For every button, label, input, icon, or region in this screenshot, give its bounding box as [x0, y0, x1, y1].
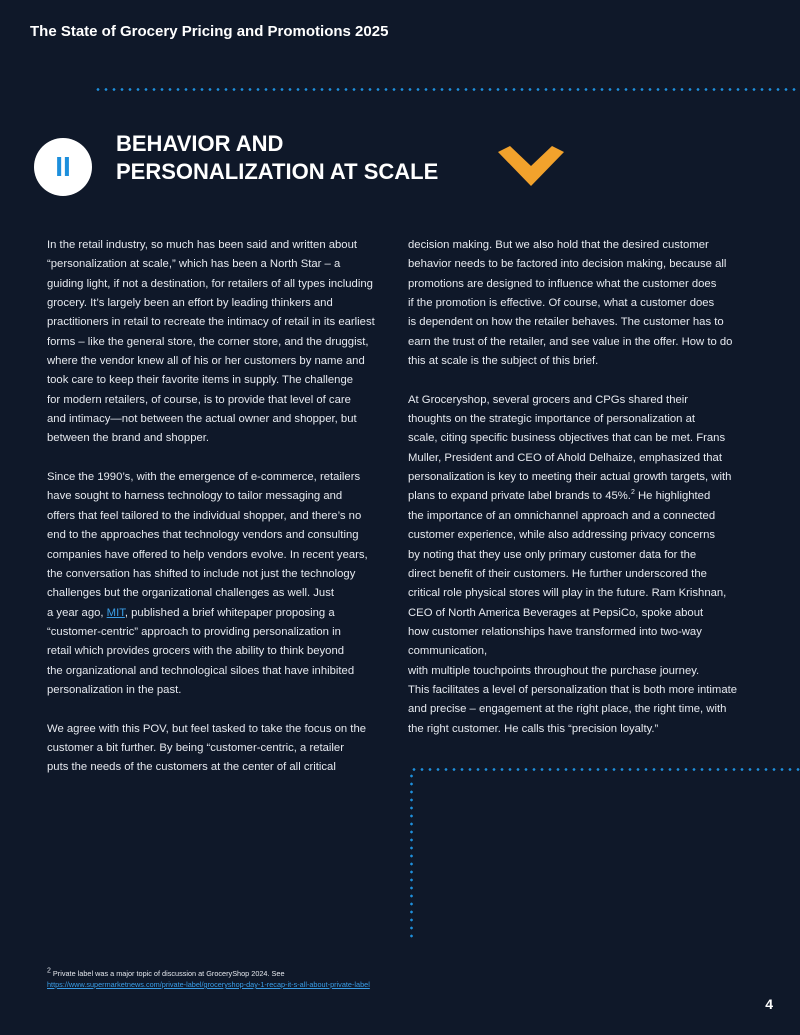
- text-line: the right customer. He calls this “precision loyalty.”: [408, 722, 659, 735]
- text-line: personalization is key to meeting their actual growth targets, with: [408, 471, 732, 484]
- text-line: communication,: [408, 645, 488, 658]
- text-line: the organizational and technological siloes that have inhibited: [47, 664, 355, 677]
- text-line: and precise – engagement at the right place, the right time, with: [408, 703, 727, 716]
- text-line: [408, 487, 768, 506]
- text-line: promotions are designed to influence what the customer does: [408, 277, 717, 290]
- text-line: offers that feel tailored to the individual shopper, and there’s no: [47, 509, 362, 522]
- text-fragment: a year ago,: [47, 606, 107, 619]
- text-line: thoughts on the strategic importance of personalization at: [408, 413, 695, 426]
- chevron-down-icon: [498, 146, 564, 186]
- text-line: personalization in the past.: [47, 683, 182, 696]
- text-line: by noting that they use only primary customer data for the: [408, 548, 697, 561]
- text-line: customer a bit further. By being “customer-centric, a retailer: [47, 741, 344, 754]
- footnote: [47, 968, 447, 990]
- text-line: [47, 604, 402, 623]
- dotted-divider-horizontal: [410, 768, 800, 771]
- footnote-text: Private label was a major topic of discussion at GroceryShop 2024. See: [50, 969, 285, 978]
- footnote-text-line: [47, 968, 447, 979]
- left-column: [47, 236, 402, 797]
- section-heading: [116, 130, 438, 186]
- paragraph: [47, 236, 402, 449]
- text-line: the importance of an omnichannel approach and a connected: [408, 509, 716, 522]
- section-number: II: [55, 151, 71, 182]
- text-line: how customer relationships have transformed into two-way: [408, 625, 702, 638]
- mit-link[interactable]: MIT: [106, 606, 125, 619]
- text-line: decision making. But we also hold that the desired customer: [408, 239, 709, 251]
- text-line: guiding light, if not a destination, for retailers of all types including: [47, 277, 373, 290]
- text-line: the conversation has shifted to include not just the technology: [47, 567, 356, 580]
- text-line: behavior needs to be factored into decision making, because all: [408, 258, 727, 271]
- page-number: 4: [765, 996, 773, 1012]
- text-line: this at scale is the subject of this brief.: [408, 355, 599, 368]
- text-line: with multiple touchpoints throughout the purchase journey.: [408, 664, 700, 677]
- text-line: scale, citing specific business objectives that can be met. Frans: [408, 432, 726, 445]
- text-line: and intimacy—not between the actual owner and shopper, but: [47, 413, 357, 426]
- text-line: CEO of North America Beverages at PepsiCo, spoke about: [408, 606, 704, 619]
- footnote-marker: 2: [630, 489, 635, 497]
- text-line: earn the trust of the retailer, and see value in the offer. How to do: [408, 335, 733, 348]
- text-line: if the promotion is effective. Of course, what a customer does: [408, 297, 715, 310]
- dotted-divider-top: [94, 88, 800, 91]
- paragraph: [47, 720, 402, 778]
- text-line: grocery. It’s largely been an effort by leading thinkers and: [47, 297, 333, 310]
- text-line: have sought to harness technology to tailor messaging and: [47, 490, 343, 503]
- text-fragment: plans to expand private label brands to 45%.: [408, 490, 631, 503]
- text-line: for modern retailers, of course, is to provide that level of care: [47, 393, 351, 406]
- right-column: [408, 236, 768, 758]
- text-line: Since the 1990’s, with the emergence of e-commerce, retailers: [47, 471, 361, 484]
- text-line: retail which provides grocers with the ability to think beyond: [47, 645, 345, 658]
- document-title: The State of Grocery Pricing and Promotions 2025: [30, 23, 389, 40]
- text-line: direct benefit of their customers. He further underscored the: [408, 567, 707, 580]
- text-line: In the retail industry, so much has been said and written about: [47, 239, 358, 251]
- text-line: forms – like the general store, the corner store, and the druggist,: [47, 335, 369, 348]
- text-line: companies have offered to help vendors evolve. In recent years,: [47, 548, 368, 561]
- footnote-link[interactable]: https://www.supermarketnews.com/private-label/groceryshop-day-1-recap-it-s-all-about-private-label: [47, 980, 370, 989]
- text-line: “customer-centric” approach to providing personalization in: [47, 625, 341, 638]
- text-line: challenges but the organizational challenges as well. Just: [47, 587, 334, 600]
- section-heading-line: BEHAVIOR AND: [116, 131, 284, 156]
- section-number-badge: [34, 138, 92, 196]
- text-line: puts the needs of the customers at the center of all critical: [47, 761, 336, 774]
- text-line: At Groceryshop, several grocers and CPGs shared their: [408, 393, 689, 406]
- text-line: took care to keep their favorite items in supply. The challenge: [47, 374, 354, 387]
- text-line: between the brand and shopper.: [47, 432, 210, 445]
- paragraph: [408, 236, 768, 371]
- text-line: This facilitates a level of personalization that is both more intimate: [408, 683, 738, 696]
- text-line: Muller, President and CEO of Ahold Delhaize, emphasized that: [408, 451, 722, 464]
- text-line: critical role physical stores will play in the future. Ram Krishnan,: [408, 587, 727, 600]
- paragraph: [408, 391, 768, 739]
- dotted-divider-vertical: [410, 772, 413, 940]
- text-line: “personalization at scale,” which has been a North Star – a: [47, 258, 341, 271]
- text-fragment: , published a brief whitepaper proposing a: [124, 606, 335, 619]
- text-fragment: He highlighted: [634, 490, 711, 503]
- text-line: where the vendor knew all of his or her customers by name and: [47, 355, 365, 368]
- text-line: end to the approaches that technology vendors and consulting: [47, 529, 359, 542]
- text-line: customer experience, while also addressing privacy concerns: [408, 529, 716, 542]
- text-line: is dependent on how the retailer behaves. The customer has to: [408, 316, 724, 329]
- footnote-marker: 2: [47, 967, 51, 975]
- text-line: We agree with this POV, but feel tasked to take the focus on the: [47, 722, 367, 735]
- text-line: practitioners in retail to recreate the intimacy of retail in its earliest: [47, 316, 375, 329]
- paragraph: [47, 468, 402, 700]
- section-heading-line: PERSONALIZATION AT SCALE: [116, 159, 439, 184]
- footnote-link-line: [47, 979, 447, 990]
